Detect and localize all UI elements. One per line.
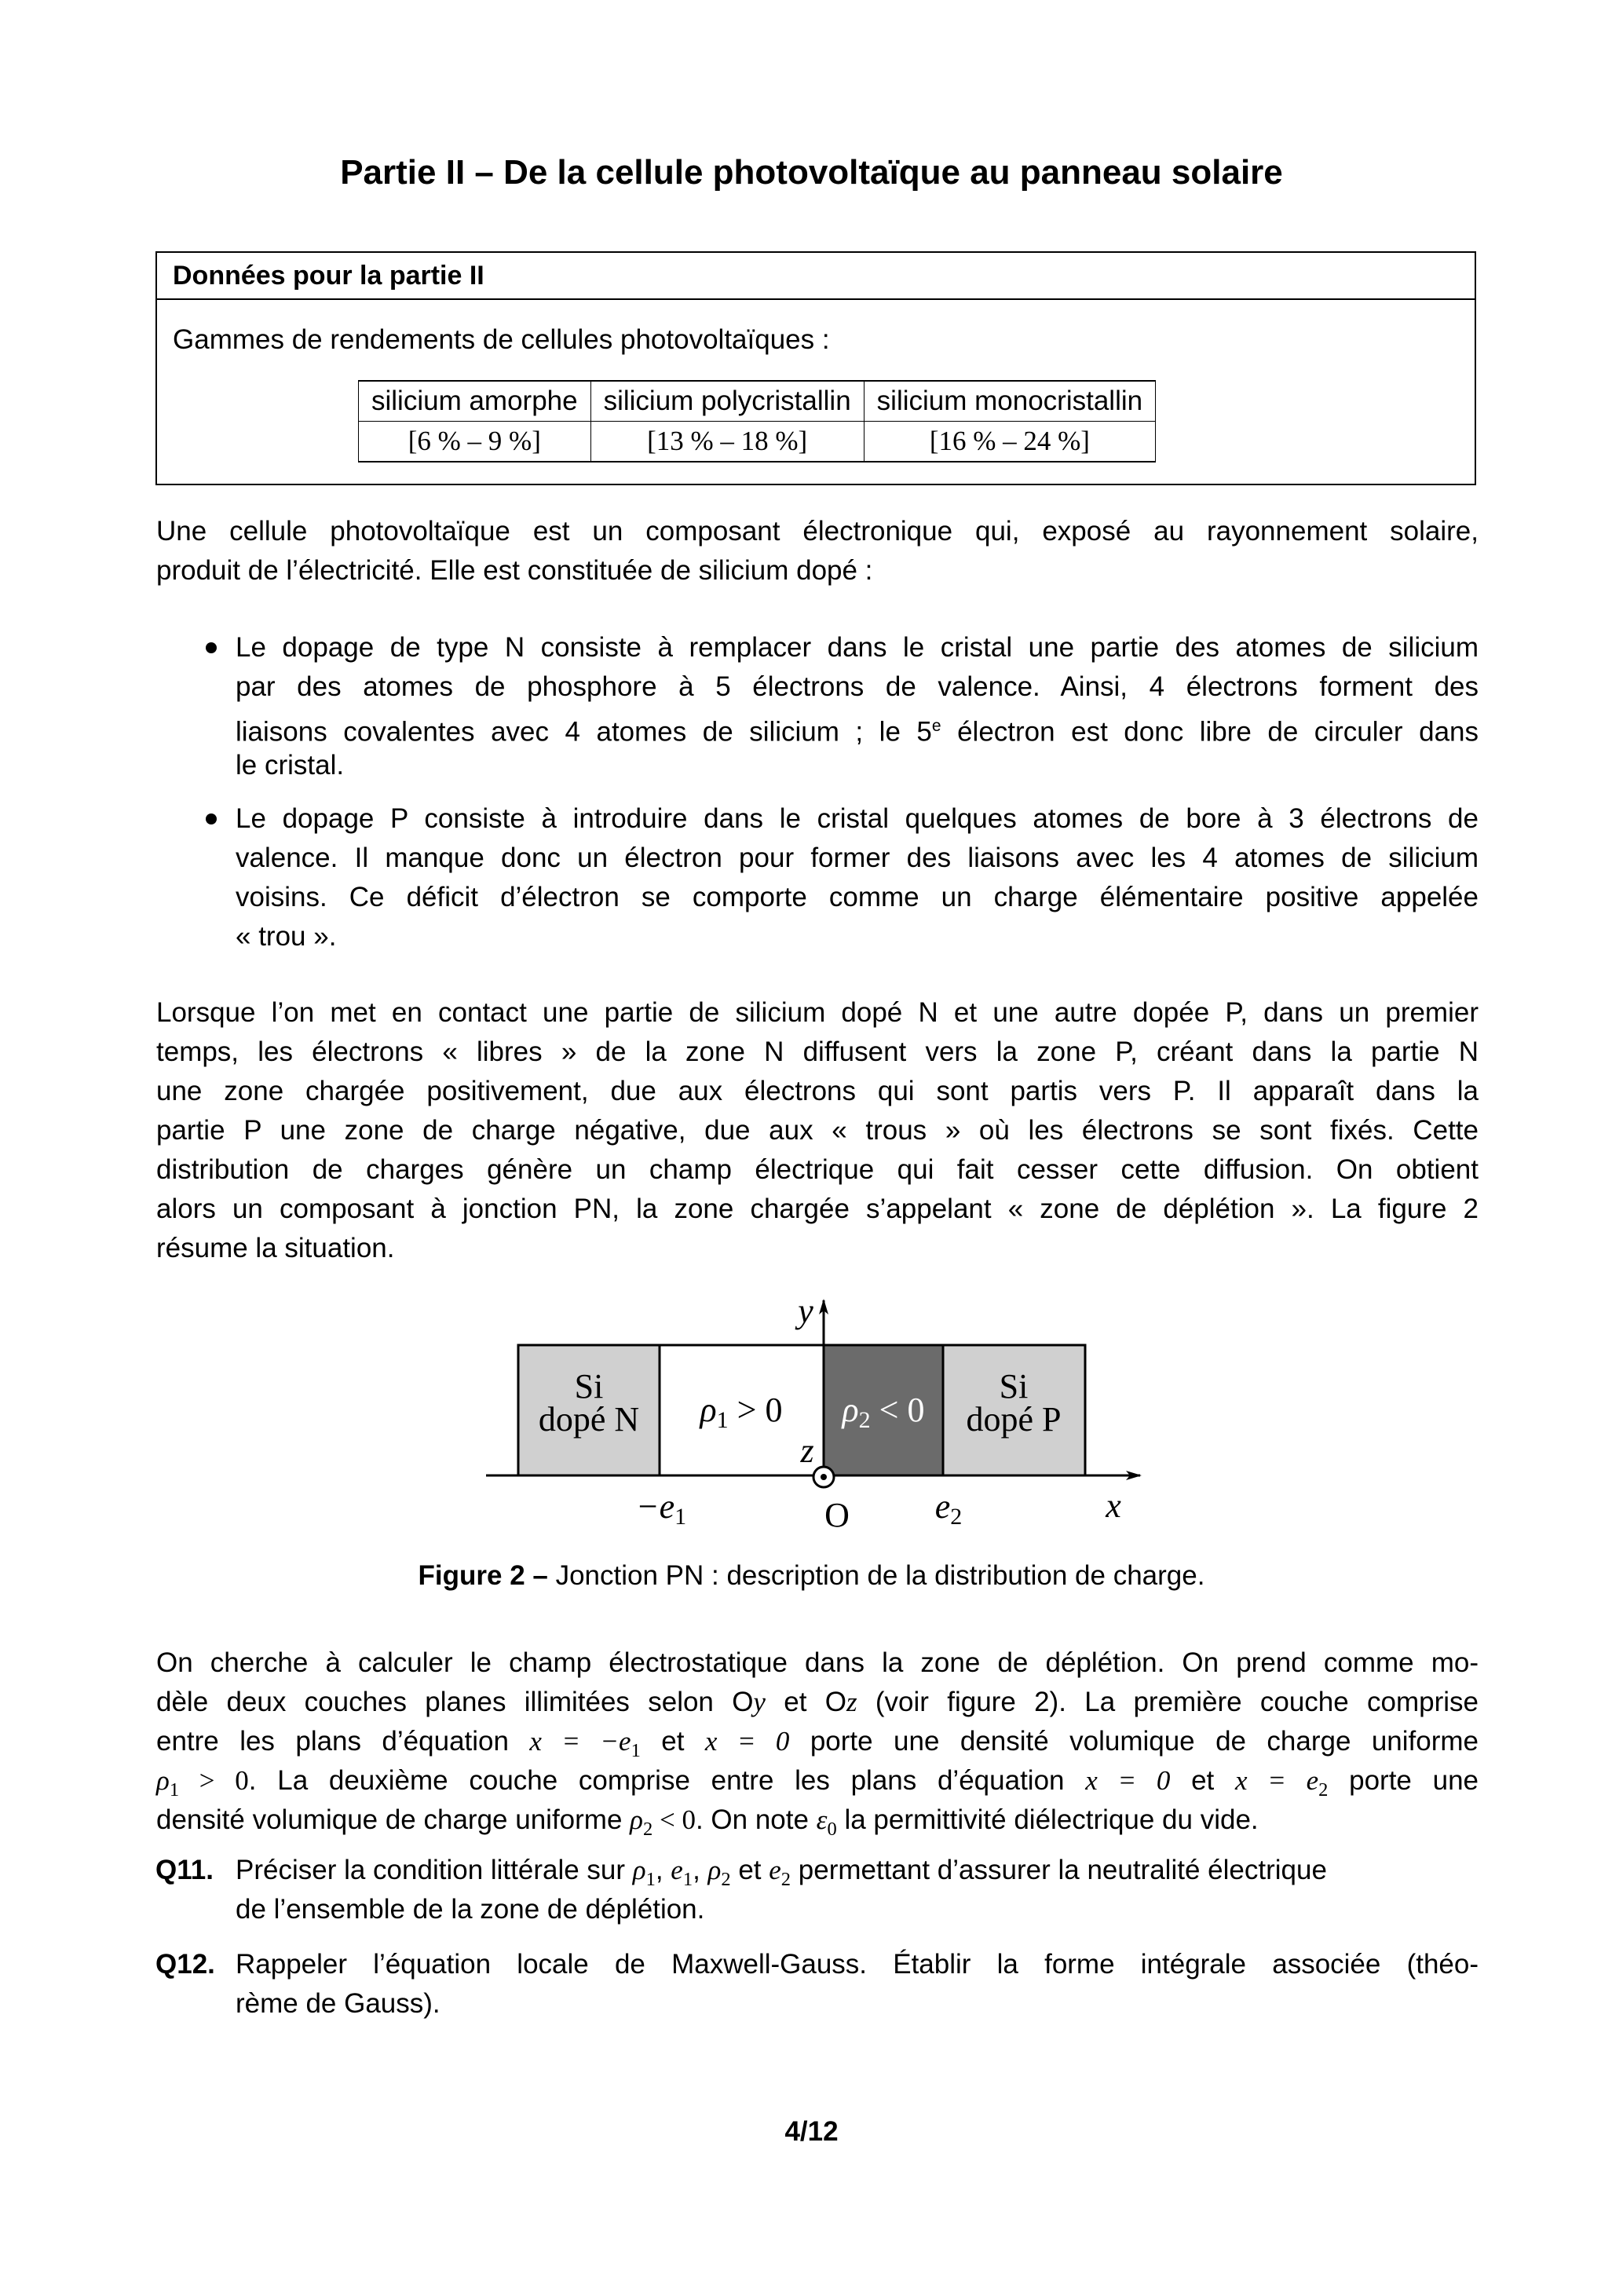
data-box-subtitle: Gammes de rendements de cellules photovoltaïques : (173, 324, 830, 355)
text-fragment: la permittivité diélectrique du vide. (836, 1804, 1259, 1835)
text-fragment: 1 (169, 1779, 180, 1801)
text-line: Le dopage de type N consiste à remplacer dans le cristal une partie des atomes de silicium (236, 632, 1479, 663)
text-line: On cherche à calculer le champ électrostatique dans la zone de déplétion. On prend comme mo- (156, 1647, 1479, 1678)
rho1-label (699, 1391, 783, 1433)
text-line (156, 1722, 1479, 1761)
text-fragment: Préciser la condition littérale sur (236, 1855, 633, 1885)
math-symbol: ε (816, 1804, 828, 1835)
text-line: produit de l’électricité. Elle est constituée de silicium dopé : (156, 555, 873, 586)
table-header-cell: silicium polycristallin (590, 381, 864, 422)
text-line: alors un composant à jonction PN, la zone chargée s’appelant « zone de déplétion ». La figure 2 (156, 1194, 1479, 1224)
math-symbol: e (769, 1855, 781, 1885)
text-line (156, 1683, 1479, 1722)
text-fragment: électron est donc libre de circuler dans (941, 716, 1479, 748)
text-line (236, 1851, 1479, 1890)
text-line: distribution de charges génère un champ électrique qui fait cesser cette diffusion. On obtient (156, 1154, 1479, 1185)
math-symbol: y (753, 1687, 766, 1717)
rho2-label (841, 1391, 925, 1433)
math-fragment: 2 (858, 1407, 871, 1433)
figure-caption-text: Jonction PN : description de la distribution de charge. (547, 1560, 1205, 1591)
math-symbol: x = −e (529, 1726, 631, 1757)
text-line: Le dopage P consiste à introduire dans le cristal quelques atomes de bore à 3 électrons de (236, 803, 1479, 834)
text-line: partie P une zone de charge négative, due aux « trous » où les électrons se sont fixés. Cette (156, 1115, 1479, 1146)
table-header-cell: silicium monocristallin (864, 381, 1155, 422)
math-fragment: < 0 (870, 1391, 925, 1429)
text-line: par des atomes de phosphore à 5 électrons de valence. Ainsi, 4 électrons forment des (236, 671, 1479, 702)
question-label-q11: Q11. (155, 1855, 214, 1885)
math-fragment: 2 (950, 1504, 963, 1530)
model-paragraph (156, 1643, 1479, 1840)
text-line: voisins. Ce déficit d’électron se comporte comme un charge élémentaire positive appelée (236, 882, 1479, 912)
text-line: de l’ensemble de la zone de déplétion. (236, 1894, 705, 1925)
math-symbol: ρ (630, 1804, 643, 1835)
text-line: Rappeler l’équation locale de Maxwell-Gauss. Établir la forme intégrale associée (théo- (236, 1949, 1479, 1980)
text-fragment: entre les plans d’équation (156, 1726, 530, 1757)
superscript-e: e (931, 717, 941, 735)
text-fragment: . La deuxième couche comprise entre les plans d’équation (248, 1765, 1086, 1796)
text-fragment: 1 (645, 1869, 656, 1890)
text-fragment: 0 (827, 1819, 837, 1840)
text-line: résume la situation. (156, 1233, 395, 1263)
x-axis-label: x (1106, 1486, 1121, 1525)
text-fragment: dèle deux couches planes illimitées selon O (156, 1687, 754, 1717)
figure-caption-label: Figure 2 – (418, 1560, 548, 1591)
text-fragment: 2 (1318, 1779, 1329, 1801)
math-symbol: x = 0 (704, 1726, 790, 1757)
text-line: Une cellule photovoltaïque est un composant électronique qui, exposé au rayonnement solaire, (156, 516, 1479, 547)
data-box-heading: Données pour la partie II (157, 253, 1475, 300)
text-fragment: et O (765, 1687, 846, 1717)
text-fragment: . On note (695, 1804, 817, 1835)
text-fragment: densité volumique de charge uniforme (156, 1804, 631, 1835)
section-title: Partie II – De la cellule photovoltaïque au panneau solaire (340, 153, 1283, 192)
math-symbol: ρ (707, 1855, 722, 1885)
n-region-label-line2: dopé N (538, 1400, 640, 1439)
text-line: le cristal. (236, 750, 345, 781)
text-fragment: 2 (642, 1819, 653, 1840)
table-value-cell: [6 % – 9 %] (359, 422, 591, 462)
math-symbol: 1 (631, 1740, 641, 1761)
text-line: rème de Gauss). (236, 1988, 440, 2019)
text-fragment: , (655, 1855, 671, 1885)
table-value-cell: [13 % – 18 %] (590, 422, 864, 462)
text-line (156, 1801, 1479, 1840)
tick-minus-e1 (636, 1487, 686, 1530)
table-value-cell: [16 % – 24 %] (864, 422, 1155, 462)
math-symbol: z (846, 1687, 857, 1717)
text-line: temps, les électrons « libres » de la zone N diffusent vers la zone P, créant dans la partie N (156, 1036, 1479, 1067)
math-symbol: > 0 (179, 1765, 249, 1796)
question-q12 (236, 1945, 1479, 2024)
math-fragment: ρ (842, 1391, 859, 1429)
text-line: « trou ». (236, 921, 337, 952)
origin-label: O (824, 1496, 850, 1534)
text-fragment: , (693, 1855, 708, 1885)
text-fragment: permettant d’assurer la neutralité électrique (791, 1855, 1327, 1885)
text-line: une zone chargée positivement, due aux électrons qui sont partis vers P. Il apparaît dans la (156, 1076, 1479, 1106)
text-line: Lorsque l’on met en contact une partie de silicium dopé N et une autre dopée P, dans un premier (156, 997, 1479, 1028)
text-fragment: et (640, 1726, 705, 1757)
y-axis-label: y (798, 1292, 813, 1330)
text-fragment: et (730, 1855, 769, 1885)
math-fragment: 1 (716, 1407, 729, 1433)
z-axis-label: z (800, 1431, 814, 1470)
figure-caption (0, 1556, 1623, 1596)
tick-e2 (935, 1487, 963, 1530)
math-symbol: x = 0 (1085, 1765, 1171, 1796)
math-fragment: e (934, 1487, 951, 1526)
table-header-cell: silicium amorphe (359, 381, 591, 422)
text-fragment: (voir figure 2). La première couche comprise (857, 1687, 1479, 1717)
z-axis-dot-icon (821, 1474, 827, 1480)
text-fragment: et (1170, 1765, 1235, 1796)
text-fragment: 1 (682, 1869, 693, 1890)
text-fragment: 2 (721, 1869, 731, 1890)
n-region-label-line1: Si (574, 1367, 604, 1406)
text-fragment: 2 (780, 1869, 791, 1890)
p-region-label-line1: Si (999, 1367, 1029, 1406)
math-fragment: > 0 (728, 1391, 783, 1429)
text-line (156, 1761, 1479, 1801)
math-fragment: −e (635, 1487, 675, 1526)
question-label-q12: Q12. (155, 1949, 215, 1980)
math-symbol: < 0 (652, 1804, 696, 1835)
text-fragment: porte une (1328, 1765, 1479, 1796)
text-fragment: liaisons covalentes avec 4 atomes de silicium ; le 5 (236, 716, 932, 748)
math-symbol: e (671, 1855, 683, 1885)
text-line: valence. Il manque donc un électron pour former des liaisons avec les 4 atomes de silicium (236, 843, 1479, 873)
math-fragment: 1 (674, 1504, 687, 1530)
math-symbol: ρ (156, 1765, 170, 1796)
math-fragment: ρ (700, 1391, 717, 1429)
math-symbol: ρ (632, 1855, 646, 1885)
p-region-label-line2: dopé P (966, 1400, 1062, 1439)
math-symbol: x = e (1234, 1765, 1319, 1796)
question-q11 (236, 1851, 1479, 1929)
page-number: 4/12 (784, 2116, 839, 2147)
text-fragment: porte une densité volumique de charge uniforme (789, 1726, 1479, 1757)
